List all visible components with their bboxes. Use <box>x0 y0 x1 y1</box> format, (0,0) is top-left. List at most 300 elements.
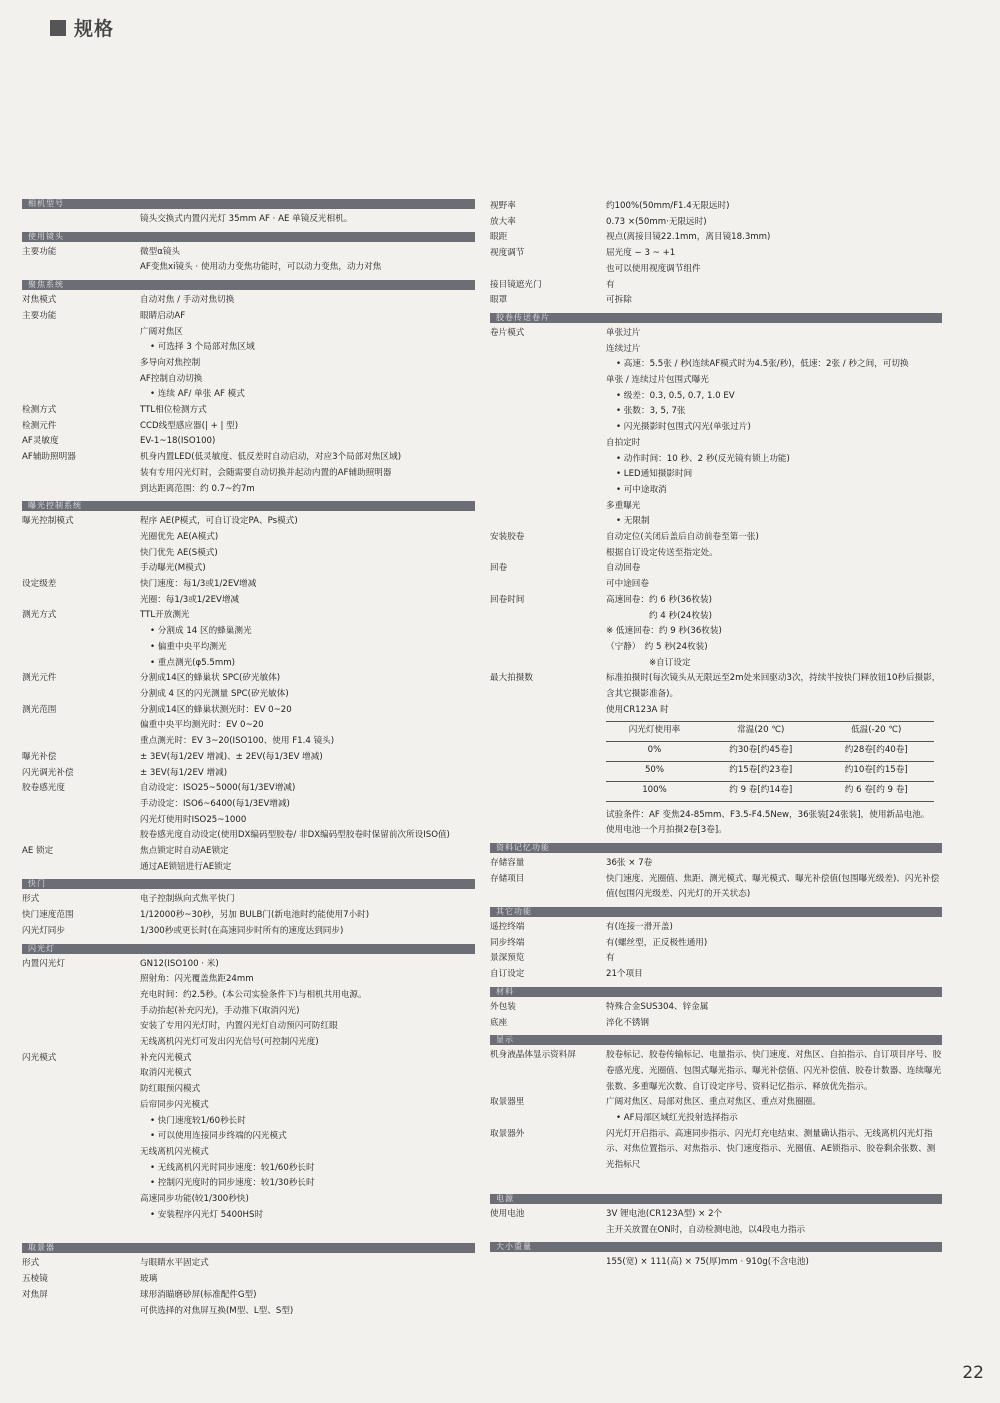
spec-row <box>22 1114 475 1130</box>
spec-label: 内置闪光灯 <box>22 958 65 969</box>
spec-row <box>490 499 942 515</box>
spec-value: （宁静） 约 5 秒(24枚装) <box>606 641 708 652</box>
spec-row <box>490 357 942 373</box>
spec-row <box>22 781 475 797</box>
spec-label <box>490 1223 606 1239</box>
spec-value: TTL相位检测方式 <box>140 405 207 416</box>
spec-value: • 无线离机闪光时同步速度：较1/60秒长时 <box>150 1162 315 1173</box>
spec-value: 多重曝光 <box>606 500 641 511</box>
spec-row <box>22 260 475 276</box>
spec-row <box>22 1082 475 1098</box>
spec-value: • 快门速度较1/60秒长时 <box>150 1115 246 1126</box>
spec-label <box>490 577 606 593</box>
section-heading: 曝光控制系统 <box>28 501 82 511</box>
spec-value: 光圈优先 AE(A模式) <box>140 531 219 542</box>
spec-label <box>490 719 606 808</box>
spec-value: 玻璃 <box>140 1274 158 1285</box>
spec-label: 眼罩 <box>490 295 508 306</box>
section-bar <box>490 1242 942 1252</box>
spec-value: 高速同步功能(较1/300秒快) <box>140 1194 249 1205</box>
spec-value: 也可以使用视度调节组件 <box>606 263 701 274</box>
spec-value: 可拆除 <box>606 295 632 306</box>
spec-value: 胶卷标记、胶卷传输标记、电量指示、快门速度、对焦区、自拍指示、自订项目序号、胶卷感光度、光圈值、包围式曝光指示、曝光补偿值、闪光补偿值、胶卷计数器、连续曝光张数、多重曝光次数、自订设定序号、资料记忆指示、释放优先指示。 <box>606 1050 942 1092</box>
spec-label <box>490 420 606 436</box>
spec-value: 有 <box>606 279 615 290</box>
spec-row <box>22 656 475 672</box>
table-wrap <box>490 719 942 808</box>
spec-row <box>490 373 942 389</box>
spec-label <box>22 482 140 498</box>
spec-label <box>22 1004 140 1020</box>
spec-label: 遥控终端 <box>490 922 525 933</box>
spec-value: GN12(ISO100 · 米) <box>140 958 219 969</box>
spec-row <box>490 808 942 824</box>
spec-row <box>22 450 475 466</box>
spec-row <box>490 326 942 342</box>
spec-row <box>22 844 475 860</box>
spec-value: • 控制闪光度时的同步速度：较1/30秒长时 <box>150 1178 315 1189</box>
spec-label: 回卷 <box>490 563 508 574</box>
spec-value: 手动抬起(补充闪光)，手动推下(取消闪光) <box>140 1005 300 1016</box>
spec-value: 电子控制纵向式焦平快门 <box>140 894 235 905</box>
spec-row <box>22 293 475 309</box>
spec-row <box>490 278 942 294</box>
spec-value: 手动设定：ISO6~6400(每1/3EV增减) <box>140 798 290 809</box>
spec-value: • 分割成 14 区的蜂巢测光 <box>150 626 252 637</box>
spec-label: 快门速度范围 <box>22 910 74 921</box>
spec-label: 自订设定 <box>490 969 525 980</box>
spec-row <box>22 1145 475 1161</box>
spec-label: 最大拍摄数 <box>490 673 533 684</box>
spec-value: 自动回卷 <box>606 563 641 574</box>
spec-row <box>22 561 475 577</box>
page-number: 22 <box>962 1363 984 1383</box>
section-bar <box>490 987 942 997</box>
spec-label <box>22 561 140 577</box>
spec-label: 闪光模式 <box>22 1052 57 1063</box>
spec-label: AF辅助照明器 <box>22 452 76 463</box>
spec-label <box>490 389 606 405</box>
spec-row <box>490 436 942 452</box>
spec-label <box>490 808 606 824</box>
spec-label: 曝光补偿 <box>22 751 57 762</box>
spacer <box>22 1227 475 1243</box>
spec-value: 屈光度 − 3 ~ +1 <box>606 248 676 259</box>
spec-label <box>22 212 140 228</box>
spec-label <box>490 640 606 656</box>
spec-row <box>490 1048 942 1095</box>
spec-label: 接目镜遮光门 <box>490 279 542 290</box>
spec-label <box>22 860 140 876</box>
battery-table <box>606 721 934 802</box>
section-heading: 其它功能 <box>496 907 532 917</box>
spec-row <box>490 1016 942 1032</box>
spec-label: 机身液晶体显示资料屏 <box>490 1050 576 1061</box>
spec-row <box>22 1161 475 1177</box>
spec-value: 微型α镜头 <box>140 246 181 257</box>
spec-label <box>490 609 606 625</box>
spec-value: 重点测光时：EV 3~20(ISO100、使用 F1.4 镜头) <box>140 736 335 747</box>
spec-value: 特殊合金SUS304、锌金属 <box>606 1001 709 1012</box>
spec-row <box>22 908 475 924</box>
spec-label <box>22 828 140 844</box>
left-column <box>22 199 475 1323</box>
table-cell <box>606 719 942 808</box>
spec-label <box>22 687 140 703</box>
spec-row <box>490 1111 942 1127</box>
spec-label <box>22 1208 140 1224</box>
spec-row <box>22 624 475 640</box>
section-bar <box>22 280 475 290</box>
spacer <box>490 1178 942 1194</box>
spec-value: 可中途回卷 <box>606 579 649 590</box>
spec-row <box>490 389 942 405</box>
section-heading: 闪光灯 <box>28 943 55 953</box>
table-note: 试验条件：AF 变焦24-85mm、F3.5-F4.5New，36张装[24张装]，使用新品电池。 <box>606 809 930 820</box>
spec-value: AF控制自动切换 <box>140 373 203 384</box>
spec-value: • 连续 AF/ 单张 AF 模式 <box>150 389 245 400</box>
spec-row <box>490 246 942 262</box>
spec-value: • 张数：3, 5, 7张 <box>616 406 686 417</box>
section-bar <box>490 907 942 917</box>
spec-value: • 可选择 3 个局部对焦区域 <box>150 342 255 353</box>
spec-value: 胶卷感光度自动设定(使用DX编码型胶卷/ 非DX编码型胶卷时保留前次所设ISO值) <box>140 830 450 841</box>
section-heading: 取景器 <box>28 1243 55 1253</box>
spec-label <box>490 436 606 452</box>
table-cell-value: 约15卷[约23卷] <box>703 761 819 781</box>
section-heading: 使用镜头 <box>28 231 64 241</box>
spec-value: ※ 低速回卷：约 9 秒(36枚装) <box>606 626 722 637</box>
spec-value: 闪光灯开启指示、高速同步指示、闪光灯充电结束、测量确认指示、无线离机闪光灯指示、对焦位置指示、对焦指示、快门速度指示、光圈值、AE锁指示、胶卷剩余张数、测光指标尺 <box>606 1128 936 1171</box>
spec-row <box>22 1129 475 1145</box>
spec-label <box>22 466 140 482</box>
spec-label <box>22 988 140 1004</box>
spec-value: 连续过片 <box>606 343 641 354</box>
spec-value: 补充闪光模式 <box>140 1052 192 1063</box>
spec-value: • 动作时间：10 秒、2 秒(反光镜有锁上功能) <box>616 453 790 464</box>
spec-row <box>22 734 475 750</box>
table-row <box>606 781 934 801</box>
spec-row <box>22 1192 475 1208</box>
spec-value: 程序 AE(P模式，可自订设定PA、Ps模式) <box>140 516 298 527</box>
section-heading: 快门 <box>28 879 46 889</box>
spec-value: 快门速度：每1/3或1/2EV增减 <box>140 579 257 590</box>
spec-row <box>22 813 475 829</box>
spec-label <box>490 357 606 373</box>
spec-row <box>22 608 475 624</box>
spec-label <box>490 1255 606 1271</box>
spec-row <box>22 403 475 419</box>
spec-row <box>490 342 942 358</box>
spec-row <box>490 199 942 215</box>
spec-value: 自动设定：ISO25~5000(每1/3EV增减) <box>140 783 296 794</box>
spec-row <box>22 482 475 498</box>
spec-row <box>22 797 475 813</box>
spec-value: • 可以使用连接同步终端的闪光模式 <box>150 1131 287 1142</box>
spec-row <box>22 1304 475 1320</box>
spec-value: ± 3EV(每1/2EV 增减)、± 2EV(每1/3EV 增减) <box>140 751 323 762</box>
spec-value: 照射角：闪光覆盖焦距24mm <box>140 974 254 985</box>
table-cell-value: 约 9 卷[约14卷] <box>703 781 819 801</box>
spec-label <box>490 624 606 640</box>
spec-value: 约 4 秒(24枚装) <box>606 610 712 621</box>
spec-label <box>490 1111 606 1127</box>
spec-value: 淬化不锈钢 <box>606 1017 649 1028</box>
spec-label: 放大率 <box>490 216 516 227</box>
spec-row <box>490 671 942 702</box>
spec-label: 检测元件 <box>22 420 57 431</box>
spec-label <box>22 624 140 640</box>
spec-row <box>490 215 942 231</box>
spec-value: 闪光灯使用时ISO25~1000 <box>140 814 247 825</box>
table-row <box>606 761 934 781</box>
spec-label: 安装胶卷 <box>490 532 525 543</box>
table-cell-value: 0% <box>606 741 703 761</box>
spec-label: 取景器里 <box>490 1097 525 1108</box>
spec-value: • 高速：5.5张 / 秒(连续AF模式时为4.5张/秒)，低速：2张 / 秒之间，可切换 <box>616 359 909 370</box>
section-heading: 胶卷传送卷片 <box>496 312 550 322</box>
spec-label <box>22 797 140 813</box>
spec-row <box>22 1004 475 1020</box>
spec-row <box>490 1000 942 1016</box>
spec-label <box>22 1129 140 1145</box>
section-bar <box>490 843 942 853</box>
section-heading: 电源 <box>496 1193 514 1203</box>
spec-row <box>22 860 475 876</box>
spec-value: 高速回卷：约 6 秒(36枚装) <box>606 594 712 605</box>
spec-row <box>22 1019 475 1035</box>
spec-label <box>22 813 140 829</box>
spec-value: 36张 × 7卷 <box>606 857 653 868</box>
spec-row <box>22 1035 475 1051</box>
spec-row <box>490 872 942 903</box>
spec-row <box>490 1095 942 1111</box>
spec-value: • 偏重中央平均测光 <box>150 641 227 652</box>
spec-label <box>490 467 606 483</box>
spec-row <box>22 640 475 656</box>
spec-row <box>22 924 475 940</box>
spec-value: 3V 锂电池(CR123A型) × 2个 <box>606 1208 723 1219</box>
spec-label <box>490 373 606 389</box>
spec-value: 自动对焦 / 手动对焦切换 <box>140 295 235 306</box>
spec-row <box>490 404 942 420</box>
spec-row <box>490 293 942 309</box>
spec-value: 单张过片 <box>606 327 641 338</box>
spec-row <box>490 530 942 546</box>
spec-row <box>22 212 475 228</box>
spec-label <box>22 718 140 734</box>
spec-label: 主要功能 <box>22 310 57 321</box>
spec-row <box>22 245 475 261</box>
spec-value: 1/300秒或更长时(在高速同步时所有的速度达到同步) <box>140 925 344 936</box>
spec-value: 标准拍摄时(每次镜头从无限远至2m处来回驱动3次，持续半按快门释放钮10秒后摄影，含其它摄影准备)。 <box>606 673 941 700</box>
spec-row <box>22 1272 475 1288</box>
section-heading: 显示 <box>496 1035 514 1045</box>
spec-value: 多导向对焦控制 <box>140 357 201 368</box>
title-square-icon <box>50 20 66 36</box>
spec-row <box>22 671 475 687</box>
spec-value: • 可中途取消 <box>616 484 667 495</box>
spec-label <box>22 1066 140 1082</box>
spec-value: 手动曝光(M模式) <box>140 563 206 574</box>
spec-value: 偏重中央平均测光时：EV 0~20 <box>140 720 264 731</box>
spec-value: ± 3EV(每1/2EV 增减) <box>140 767 228 778</box>
spec-row <box>22 340 475 356</box>
spec-label <box>22 1161 140 1177</box>
spec-label <box>22 340 140 356</box>
spec-value: AF变焦xi镜头 · 使用动力变焦功能时，可以动力变焦，动力对焦 <box>140 262 382 273</box>
spec-value: 有(连接一滑开盖) <box>606 922 673 933</box>
table-cell-value: 50% <box>606 761 703 781</box>
spec-row <box>22 718 475 734</box>
spec-label: 闪光灯同步 <box>22 925 65 936</box>
table-cell-value: 约10卷[约15卷] <box>818 761 934 781</box>
spec-label <box>22 372 140 388</box>
spec-label: 存储项目 <box>490 873 525 884</box>
section-bar <box>22 199 475 209</box>
spec-value: 可供选择的对焦屏互换(M型、L型、S型) <box>140 1305 294 1316</box>
spec-value: 0.73 ×(50mm·无限远时) <box>606 216 707 227</box>
table-cell-value: 100% <box>606 781 703 801</box>
spec-value: 主开关放置在ON时，自动检测电池，以4段电力指示 <box>606 1224 806 1235</box>
spec-label <box>490 499 606 515</box>
spec-row <box>490 856 942 872</box>
spec-value: 与眼睛水平固定式 <box>140 1258 209 1269</box>
table-row <box>606 741 934 761</box>
spec-label: 视野率 <box>490 201 516 211</box>
section-bar <box>22 501 475 511</box>
spec-row <box>490 514 942 530</box>
table-cell-value: 约30卷[约45卷] <box>703 741 819 761</box>
spec-row <box>490 593 942 609</box>
spec-label: AE 锁定 <box>22 846 54 857</box>
spec-row <box>22 434 475 450</box>
page-title <box>50 14 114 41</box>
spec-row <box>22 703 475 719</box>
spec-row <box>22 530 475 546</box>
spec-value: 后帘同步闪光模式 <box>140 1099 209 1110</box>
spec-label: 曝光控制模式 <box>22 516 74 527</box>
spec-row <box>490 703 942 719</box>
spec-value: 光圈：每1/3或1/2EV增减 <box>140 594 240 605</box>
spec-label: 使用电池 <box>490 1208 525 1219</box>
spec-value: 21个项目 <box>606 969 643 980</box>
section-bar <box>22 944 475 954</box>
spec-value: 焦点锁定时自动AE锁定 <box>140 846 229 857</box>
section-bar <box>22 1243 475 1253</box>
section-heading: 资料记忆功能 <box>496 842 550 852</box>
spec-label: 对焦屏 <box>22 1289 48 1300</box>
spec-label: 景深预览 <box>490 953 525 964</box>
spec-row <box>490 230 942 246</box>
spec-label: 测光方式 <box>22 610 57 621</box>
spec-value: 有 <box>606 953 615 964</box>
spec-row <box>490 967 942 983</box>
right-column <box>490 199 942 1275</box>
spec-value: • 无限制 <box>616 516 650 527</box>
spec-value: • AF局部区域红光投射选择指示 <box>616 1113 738 1124</box>
spec-label: 检测方式 <box>22 405 57 416</box>
spec-label: 卷片模式 <box>490 327 525 338</box>
spec-row <box>490 420 942 436</box>
spec-value: 1/12000秒~30秒，另加 BULB门(新电池时约能使用7小时) <box>140 910 370 921</box>
spec-label <box>490 823 606 839</box>
section-heading: 材料 <box>496 986 514 996</box>
spec-label <box>22 1082 140 1098</box>
spec-value: • 级差：0.3, 0.5, 0.7, 1.0 EV <box>616 390 735 401</box>
spec-value: 到达距离范围：约 0.7~约7m <box>140 483 255 494</box>
section-bar <box>22 879 475 889</box>
spec-value: ※自订设定 <box>606 657 691 668</box>
spec-row <box>490 920 942 936</box>
spec-label <box>22 1114 140 1130</box>
spec-label: 闪光调光补偿 <box>22 767 74 778</box>
spacer <box>22 1319 475 1323</box>
spec-row <box>490 1223 942 1239</box>
spec-row <box>490 577 942 593</box>
spec-label: 取景器外 <box>490 1128 525 1139</box>
spec-label <box>490 404 606 420</box>
spec-value: 机身内置LED(低灵敏度、低反差时自动启动，对应3个局部对焦区域) <box>140 452 402 463</box>
spec-value: 通过AE锁钮进行AE锁定 <box>140 861 232 872</box>
page-title-text: 规格 <box>74 18 115 40</box>
section-bar <box>490 1035 942 1045</box>
spec-value: 无线离机闪光模式 <box>140 1146 209 1157</box>
spec-row <box>490 1255 942 1271</box>
spec-value: 广阔对焦区、局部对焦区、重点对焦区、重点对焦圈圈。 <box>606 1097 821 1108</box>
spec-label: 同步终端 <box>490 937 525 948</box>
spec-label <box>22 593 140 609</box>
spec-value: 自拍定时 <box>606 437 641 448</box>
spec-value: 快门速度、光圈值、焦距、测光模式、曝光模式、曝光补偿值(包围曝光级差)、闪光补偿值(包围闪光级差、闪光灯的开关状态) <box>606 873 940 900</box>
table-cell-value: 约28卷[约40卷] <box>818 741 934 761</box>
spec-label: 对焦模式 <box>22 295 57 306</box>
section-bar <box>490 313 942 323</box>
spec-label <box>490 656 606 672</box>
spec-value: TTL开放测光 <box>140 610 190 621</box>
spec-value: 分割成14区的蜂巢状测光时：EV 0~20 <box>140 704 292 715</box>
spec-row <box>22 988 475 1004</box>
section-heading: 大小重量 <box>496 1242 532 1252</box>
spec-label <box>490 262 606 278</box>
spec-label <box>22 1035 140 1051</box>
spec-label <box>22 1176 140 1192</box>
spec-value: • 重点测光(φ5.5mm) <box>150 657 235 668</box>
section-bar <box>22 232 475 242</box>
spec-label <box>22 1098 140 1114</box>
spec-row <box>490 546 942 562</box>
spec-value: 广阔对焦区 <box>140 326 183 337</box>
spec-value: 防红眼预闪模式 <box>140 1084 201 1095</box>
spec-label <box>22 640 140 656</box>
spec-value: 约100%(50mm/F1.4无限远时) <box>606 201 730 211</box>
spec-label <box>490 483 606 499</box>
spec-label: 回卷时间 <box>490 594 525 605</box>
spec-label: 存储容量 <box>490 857 525 868</box>
spec-value: 镜头交换式内置闪光灯 35mm AF · AE 单镜反光相机。 <box>140 214 353 224</box>
spec-row <box>22 356 475 372</box>
spec-label <box>490 703 606 719</box>
spec-label: 测光元件 <box>22 673 57 684</box>
spec-row <box>490 936 942 952</box>
spec-row <box>22 309 475 325</box>
spec-value: • 安装程序闪光灯 5400HS时 <box>150 1209 264 1220</box>
spec-value: 装有专用闪光灯时，会随需要自动切换并起动内置的AF辅助照明器 <box>140 467 392 478</box>
section-heading: 聚焦系统 <box>28 280 64 290</box>
spec-value: EV-1~18(ISO100) <box>140 436 216 447</box>
spec-row <box>22 892 475 908</box>
spec-label: 设定级差 <box>22 579 57 590</box>
